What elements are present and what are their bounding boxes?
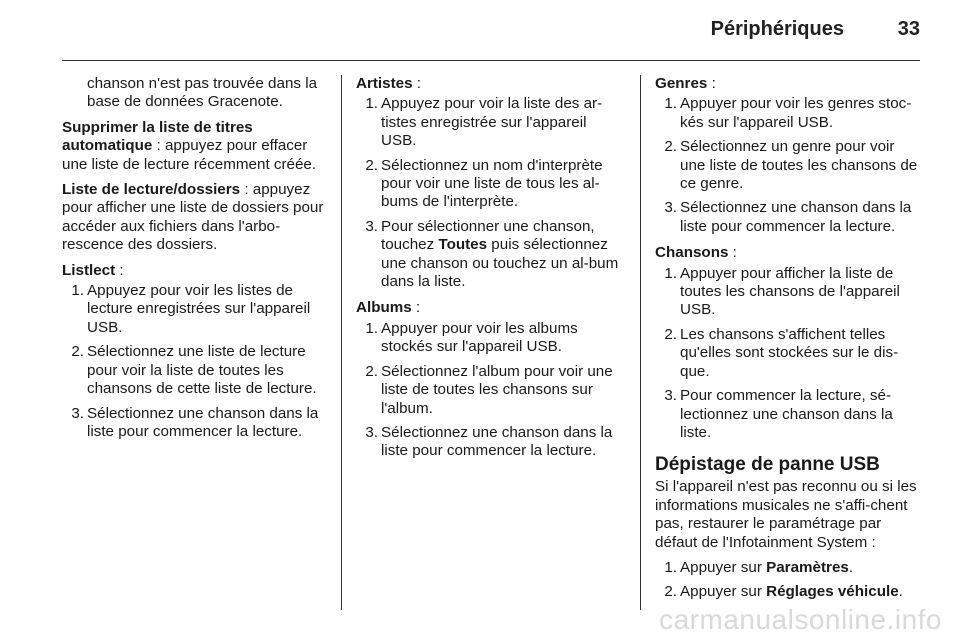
list-item: 3. Pour commencer la lecture, sé-lectionnez une chanson dans la liste. — [664, 387, 893, 441]
chansons-heading: Chansons : — [655, 244, 737, 262]
reset-steps — [655, 559, 923, 602]
list-item: 3. Sélectionnez une chanson dans la liste pour commencer la lecture. — [365, 423, 613, 460]
column-divider-2 — [640, 75, 641, 610]
delete-playlist-paragraph: Supprimer la liste de titres automatique : appuyez pour effacer une liste de lecture récemment créée. — [62, 118, 317, 173]
list-item: 3. Sélectionnez une chanson dans la liste pour commencer la lecture. — [664, 199, 912, 235]
genres-heading: Genres : — [655, 75, 716, 92]
column-divider-1 — [341, 75, 342, 610]
playlist-folders-term: Liste de lecture/dossiers — [62, 181, 241, 199]
chansons-steps — [655, 265, 923, 443]
usb-troubleshooting-title: Dépistage de panne USB — [655, 454, 880, 476]
page-header — [62, 0, 920, 61]
genres-steps — [655, 95, 923, 236]
column-1 — [62, 75, 327, 449]
listlect-steps — [62, 282, 327, 441]
column-3 — [655, 75, 923, 610]
continuation-text: chanson n'est pas trouvée dans la base de données Gracenote. — [87, 75, 318, 111]
usb-troubleshooting-body: Si l'appareil n'est pas reconnu ou si les informations musicales ne s'affi-chent pas, restaurer le paramétrage par défaut de l'Infotainment System : — [655, 478, 917, 551]
albums-heading: Albums : — [356, 299, 421, 317]
list-item: 1. Appuyer pour voir les genres stoc-kés sur l'appareil USB. — [664, 95, 912, 131]
watermark: carmanualsonline.info — [659, 604, 942, 635]
albums-steps — [356, 320, 626, 461]
page-number: 33 — [897, 18, 920, 40]
list-item: 3. Sélectionnez une chanson dans la liste pour commencer la lecture. — [71, 404, 319, 440]
artists-steps — [356, 95, 626, 291]
list-item: 1. Appuyer sur Paramètres. — [664, 558, 854, 576]
list-item: 1. Appuyez pour voir la liste des ar-tistes enregistrée sur l'appareil USB. — [365, 95, 603, 150]
column-2 — [356, 75, 626, 469]
playlist-folders-paragraph: Liste de lecture/dossiers : appuyez pour afficher une liste de dossiers pour accéder aux fichiers dans l'arbo-rescence des dossiers. — [62, 181, 324, 254]
list-item: 3. Pour sélectionner une chanson, touchez Toutes puis sélectionnez une chanson ou touchez un al-bum dans la liste. — [365, 217, 619, 291]
list-item: 2. Appuyer sur Réglages véhicule. — [664, 583, 903, 601]
list-item: 1. Appuyez pour voir les listes de lecture enregistrées sur l'appareil USB. — [71, 282, 311, 336]
artists-heading: Artistes : — [356, 75, 422, 92]
delete-playlist-term: Supprimer la liste de titres automatique — [62, 118, 253, 155]
list-item: 2. Les chansons s'affichent telles qu'elles sont stockées sur le dis-que. — [664, 325, 899, 380]
page-title: Périphériques — [710, 18, 844, 40]
list-item: 2. Sélectionnez une liste de lecture pour voir la liste de toutes les chansons de cette liste de lecture. — [71, 343, 317, 398]
list-item: 2. Sélectionnez l'album pour voir une liste de toutes les chansons sur l'album. — [365, 362, 613, 417]
list-item: 1. Appuyer pour afficher la liste de toutes les chansons de l'appareil USB. — [664, 264, 900, 319]
list-item: 2. Sélectionnez un nom d'interprète pour voir une liste de tous les al-bums de l'interprète. — [365, 156, 603, 211]
listlect-heading: Listlect : — [62, 261, 124, 279]
list-item: 1. Appuyer pour voir les albums stockés sur l'appareil USB. — [365, 319, 578, 356]
list-item: 2. Sélectionnez un genre pour voir une liste de toutes les chansons de ce genre. — [664, 138, 918, 193]
